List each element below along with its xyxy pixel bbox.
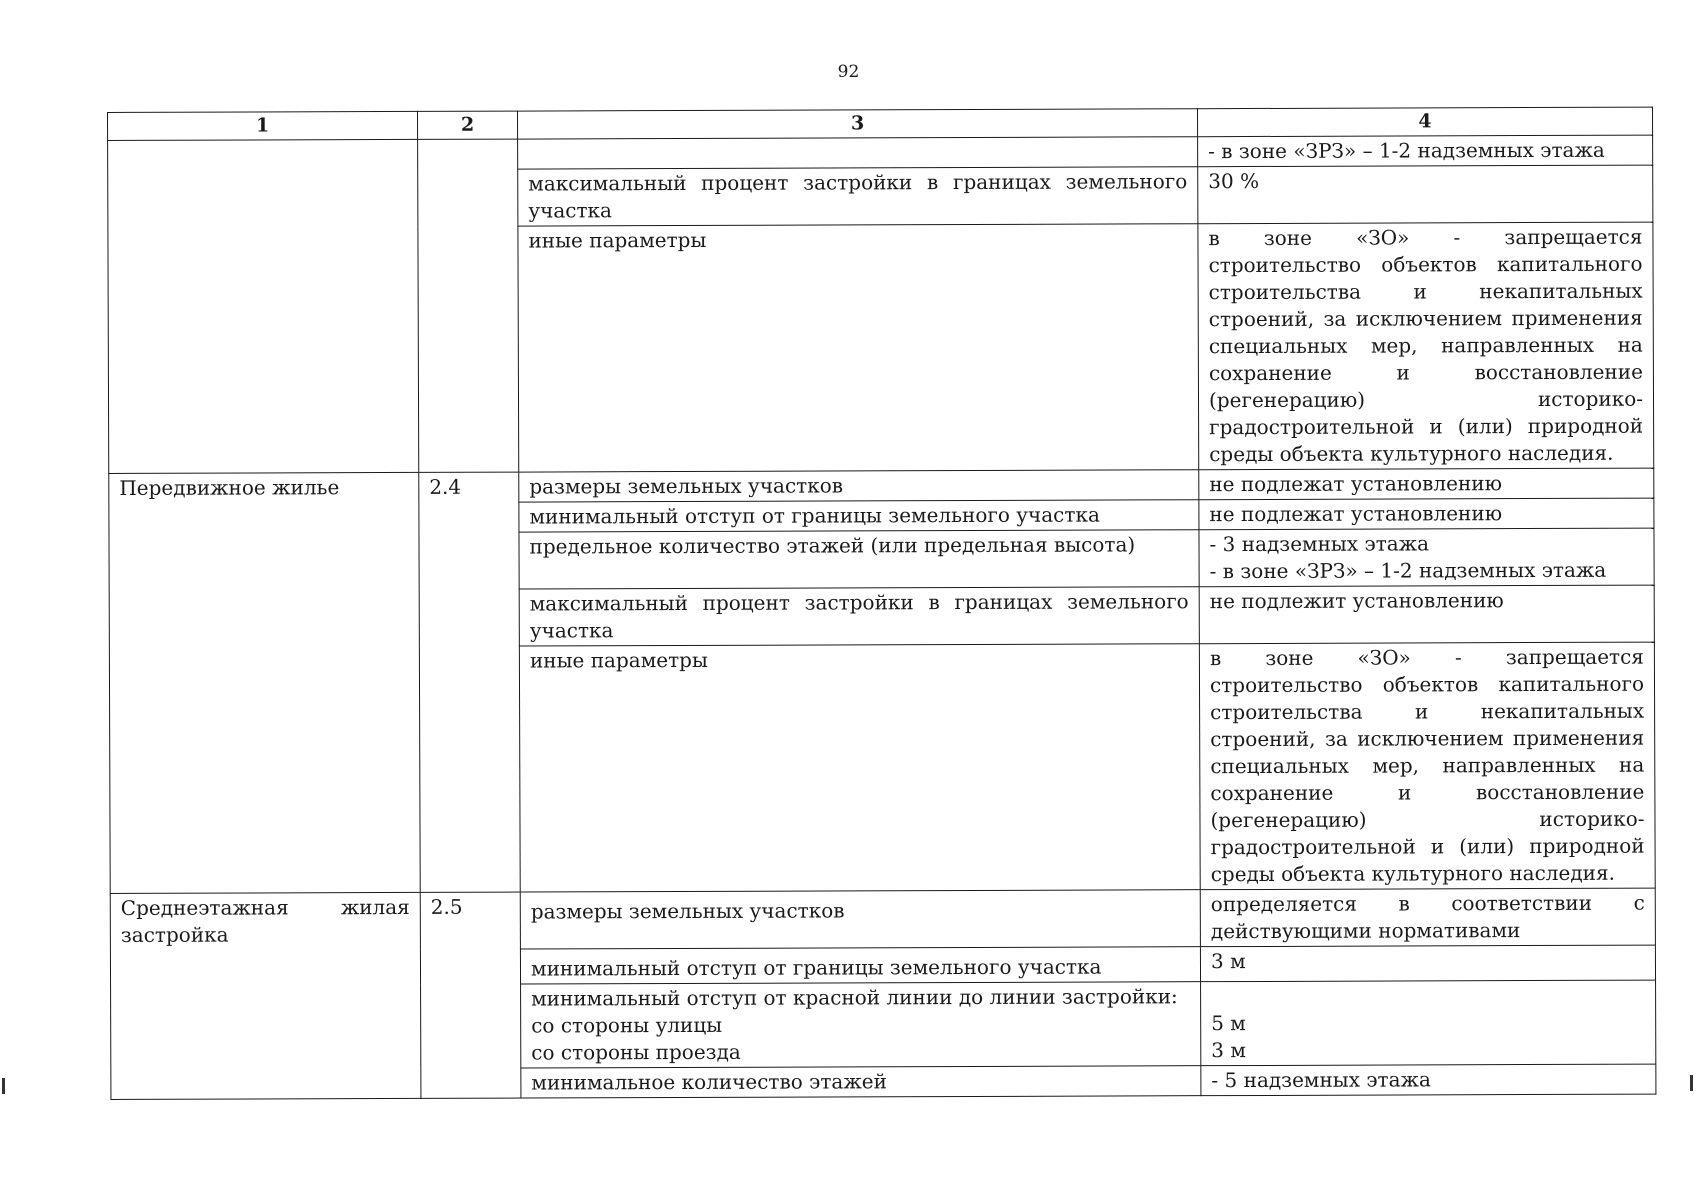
value-line: 3 м — [1211, 1038, 1246, 1063]
use-type-code: 2.4 — [419, 472, 520, 892]
use-type-name: Передвижное жилье — [109, 472, 420, 893]
scan-artifact-right — [1690, 1075, 1693, 1091]
param-cell: размеры земельных участков — [519, 470, 1199, 502]
value-cell: - в зоне «ЗРЗ» – 1-2 надземных этажа — [1198, 135, 1653, 167]
header-col-4: 4 — [1197, 107, 1652, 137]
value-cell — [1201, 980, 1656, 1066]
table-row — [110, 888, 1655, 950]
value-cell: не подлежит установлению — [1199, 585, 1654, 644]
param-cell: максимальный процент застройки в границах земельного участка — [518, 167, 1198, 226]
use-type-name: Среднеэтажная жилая застройка — [110, 892, 421, 1099]
value-line: - 3 надземных этажа — [1209, 531, 1430, 557]
param-line: со стороны проезда — [531, 1039, 741, 1065]
page-number: 92 — [837, 62, 860, 82]
value-cell: определяется в соответствии с действующими нормативами — [1200, 888, 1655, 947]
scan-artifact-left — [2, 1078, 5, 1094]
param-cell: иные параметры — [519, 644, 1200, 892]
continuation-name-cell — [108, 139, 419, 473]
param-line: со стороны улицы — [531, 1012, 723, 1038]
value-cell: 3 м — [1200, 945, 1655, 982]
use-type-code: 2.5 — [420, 892, 521, 1098]
value-cell: - 5 надземных этажа — [1201, 1064, 1656, 1096]
value-cell: 30 % — [1198, 165, 1653, 224]
value-cell — [1199, 528, 1654, 587]
value-line: - в зоне «ЗРЗ» – 1-2 надземных этажа — [1209, 557, 1607, 584]
param-line: минимальный отступ от красной линии до линии застройки: — [531, 984, 1178, 1011]
value-cell: в зоне «ЗО» - запрещается строительство объектов капитального строительства и некапитальных строений, за исключением применения специальных мер, направленных на сохранение и восстановление (регенерацию) историко-градостроительной и (или) природной среды объекта культурного наследия. — [1199, 642, 1655, 890]
param-cell: предельное количество этажей (или предельная высота) — [519, 530, 1199, 589]
param-cell — [521, 982, 1201, 1068]
param-cell: максимальный процент застройки в границах земельного участка — [519, 587, 1199, 646]
param-cell: минимальное количество этажей — [521, 1066, 1201, 1098]
value-cell: не подлежат установлению — [1199, 468, 1654, 500]
value-cell: не подлежат установлению — [1199, 498, 1654, 530]
param-cell: минимальный отступ от границы земельного участка — [519, 500, 1199, 532]
continuation-code-cell — [418, 139, 519, 472]
regulations-table — [107, 107, 1656, 1100]
header-col-2: 2 — [417, 111, 517, 139]
header-col-1: 1 — [108, 111, 418, 140]
param-cell: иные параметры — [518, 224, 1199, 472]
value-line: 5 м — [1211, 1011, 1246, 1036]
header-col-3: 3 — [517, 109, 1197, 139]
value-cell: в зоне «ЗО» - запрещается строительство объектов капитального строительства и некапитальных строений, за исключением применения специальных мер, направленных на сохранение и восстановление (регенерацию) историко-градостроительной и (или) природной среды объекта культурного наследия. — [1198, 222, 1654, 470]
param-cell — [518, 137, 1198, 169]
param-cell: размеры земельных участков — [520, 890, 1200, 949]
param-cell: минимальный отступ от границы земельного участка — [520, 947, 1200, 984]
